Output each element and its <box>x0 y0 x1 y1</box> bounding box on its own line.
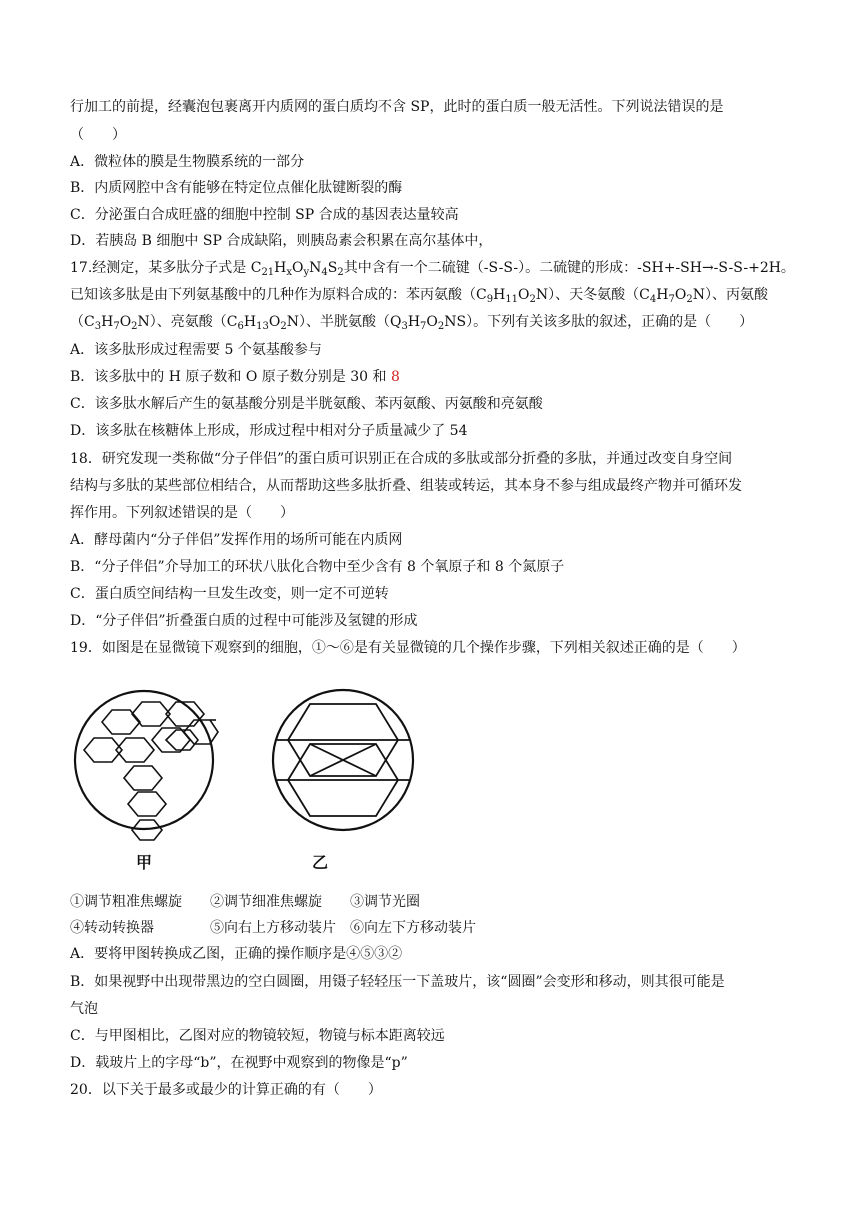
q18-stem-line3: 挥作用。下列叙述错误的是（ ） <box>70 505 294 521</box>
q17-stem-line1: 17.经测定，某多肽分子式是 $C_{21}H_xO_yN_4S_2$其中含有一个二硫键（-S-S-）。二硫键的形成：-SH+-SH→-S-S-+2H。 <box>70 260 795 278</box>
q20-stem: 20．以下关于最多或最少的计算正确的有（ ） <box>70 1082 382 1098</box>
q17-option-c: C．该多肽水解后产生的氨基酸分别是半胱氨酸、苯丙氨酸、丙氨酸和亮氨酸 <box>70 396 543 412</box>
q19-option-b-line2: 气泡 <box>70 1001 98 1017</box>
q18-option-d: D．“分子伴侣”折叠蛋白质的过程中可能涉及氢键的形成 <box>70 613 418 629</box>
q18-option-b: B．“分子伴侣”介导加工的环状八肽化合物中至少含有 8 个氧原子和 8 个氮原子 <box>70 559 565 575</box>
q18-option-c: C．蛋白质空间结构一旦发生改变，则一定不可逆转 <box>70 586 389 602</box>
q17-option-b-highlight: 8 <box>390 369 400 385</box>
microscope-figure <box>70 670 418 876</box>
figure-label-jia: 甲 <box>136 853 153 872</box>
q17-option-a: A．该多肽形成过程需要 5 个氨基酸参与 <box>70 342 322 358</box>
q17-stem-line2: 已知该多肽是由下列氨基酸中的几种作为原料合成的：苯丙氨酸$(C_9H_{11}O_2N)$、天冬氨酸$(C_4H_7O_2N)$、丙氨酸 <box>70 287 768 305</box>
q16-answer-paren: （ ） <box>70 127 126 143</box>
q19-option-a: A．要将甲图转换成乙图，正确的操作顺序是④⑤③② <box>70 946 403 962</box>
q18-stem-line2: 结构与多肽的某些部位相结合，从而帮助这些多肽折叠、组装或转运，其本身不参与组成最终产物并可循环发 <box>70 478 742 494</box>
q19-option-c: C．与甲图相比，乙图对应的物镜较短，物镜与标本距离较远 <box>70 1028 445 1044</box>
q16-option-b: B．内质网腔中含有能够在特定位点催化肽键断裂的酶 <box>70 180 403 196</box>
q19-option-b-line1: B．如果视野中出现带黑边的空白圆圈，用镊子轻轻压一下盖玻片，该“圆圈”会变形和移动，则其很可能是 <box>70 974 725 990</box>
q19-stem: 19．如图是在显微镜下观察到的细胞，①～⑥是有关显微镜的几个操作步骤，下列相关叙述正确的是（ ） <box>70 640 746 656</box>
q17-stem-line3: $(C_3H_7O_2N)$、亮氨酸$(C_6H_{13}O_2N)$、半胱氨酸$(Q_3H_7O_2NS)$。下列有关该多肽的叙述，正确的是（ ） <box>70 314 754 332</box>
q18-option-a: A．酵母菌内“分子伴侣”发挥作用的场所可能在内质网 <box>70 532 403 548</box>
q19-steps-line1: ①调节粗准焦螺旋 ②调节细准焦螺旋 ③调节光圈 <box>70 894 420 910</box>
q19-option-d: D．载玻片上的字母“b”，在视野中观察到的物像是“p” <box>70 1055 408 1071</box>
microscope-views-svg <box>70 670 418 876</box>
q16-option-d: D．若胰岛 B 细胞中 SP 合成缺陷，则胰岛素会积累在高尔基体中， <box>70 233 493 249</box>
q16-option-c: C．分泌蛋白合成旺盛的细胞中控制 SP 合成的基因表达量较高 <box>70 207 459 223</box>
q16-stem-end: 行加工的前提，经囊泡包裹离开内质网的蛋白质均不含 SP，此时的蛋白质一般无活性。下列说法错误的是 <box>70 99 724 115</box>
q17-option-d: D．该多肽在核糖体上形成，形成过程中相对分子质量减少了 54 <box>70 423 468 439</box>
q17-option-b: B．该多肽中的 H 原子数和 O 原子数分别是 30 和 8 <box>70 369 400 385</box>
q18-stem-line1: 18．研究发现一类称做“分子伴侣”的蛋白质可识别正在合成的多肽或部分折叠的多肽，并通过改变自身空间 <box>70 451 733 467</box>
q19-steps-line2: ④转动转换器 ⑤向右上方移动装片 ⑥向左下方移动装片 <box>70 920 476 936</box>
q16-option-a: A．微粒体的膜是生物膜系统的一部分 <box>70 154 305 170</box>
figure-label-yi: 乙 <box>312 853 329 872</box>
